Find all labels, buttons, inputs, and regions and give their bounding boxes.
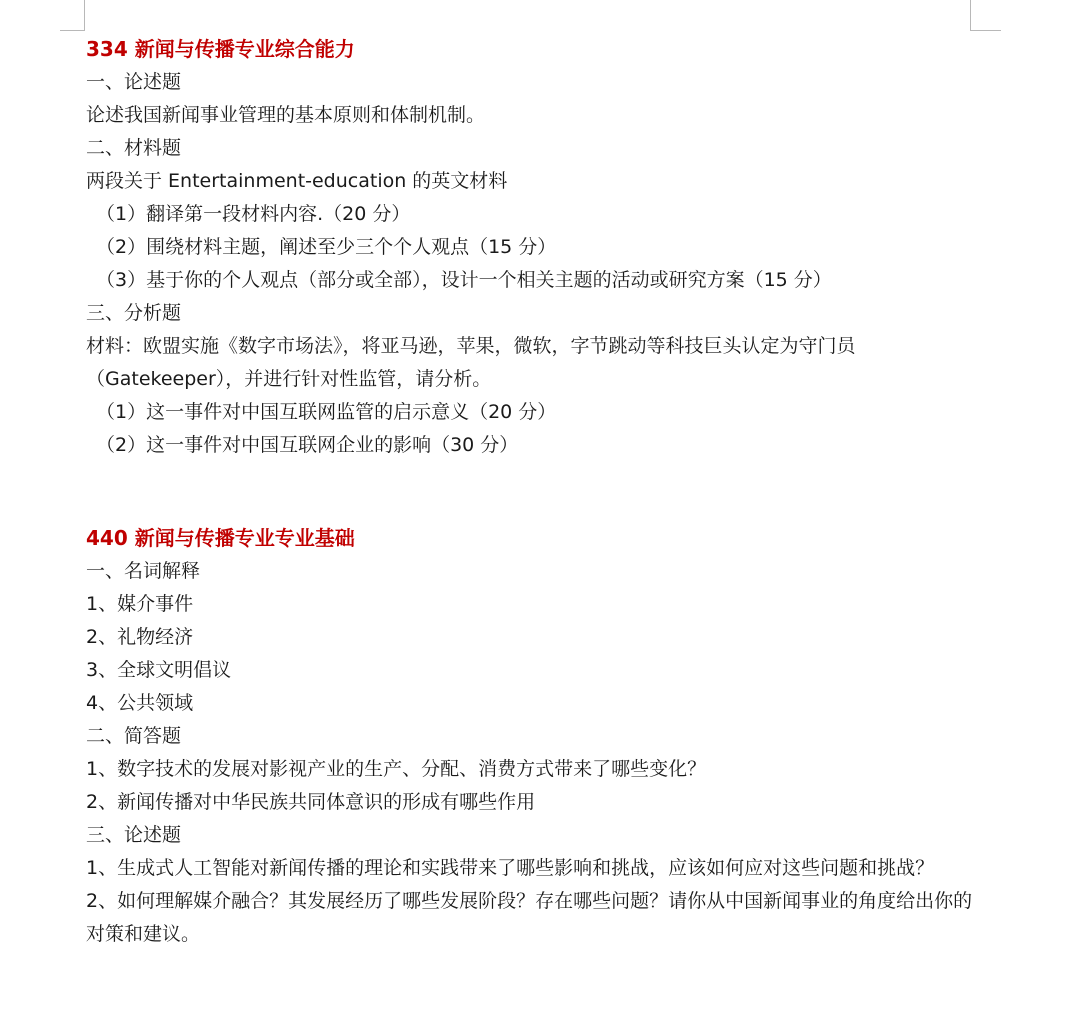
list-item: 2、新闻传播对中华民族共同体意识的形成有哪些作用 <box>86 791 536 813</box>
list-item: 1、数字技术的发展对影视产业的生产、分配、消费方式带来了哪些变化？ <box>86 758 707 780</box>
material-text: 材料：欧盟实施《数字市场法》，将亚马逊，苹果，微软，字节跳动等科技巨头认定为守门员（Gatekeeper），并进行针对性监管，请分析。 <box>86 335 856 390</box>
section-title: 334 新闻与传播专业综合能力 <box>86 37 355 61</box>
document-page <box>86 33 986 951</box>
part-heading: 三、分析题 <box>86 302 182 324</box>
list-item: 1、生成式人工智能对新闻传播的理论和实践带来了哪些影响和挑战，应该如何应对这些问题和挑战？ <box>86 857 935 879</box>
part-heading: 一、名词解释 <box>86 560 201 582</box>
part-heading: 三、论述题 <box>86 824 182 846</box>
part-heading: 二、简答题 <box>86 725 182 747</box>
list-item: 3、全球文明倡议 <box>86 659 232 681</box>
list-item: 1、媒介事件 <box>86 593 194 615</box>
section-title: 440 新闻与传播专业专业基础 <box>86 526 355 550</box>
list-item: 4、公共领域 <box>86 692 194 714</box>
list-item: （2）这一事件对中国互联网企业的影响（30 分） <box>96 434 519 456</box>
section-440 <box>86 522 986 951</box>
list-item: 2、礼物经济 <box>86 626 194 648</box>
list-item: （1）翻译第一段材料内容.（20 分） <box>96 203 411 225</box>
section-334 <box>86 33 986 462</box>
page-corner-mark-right <box>970 0 1001 31</box>
page-corner-mark-left <box>60 0 85 31</box>
part-heading: 一、论述题 <box>86 71 182 93</box>
list-item: 2、如何理解媒介融合？其发展经历了哪些发展阶段？存在哪些问题？请你从中国新闻事业的角度给出你的对策和建议。 <box>86 890 973 945</box>
list-item: （3）基于你的个人观点（部分或全部），设计一个相关主题的活动或研究方案（15 分） <box>96 269 832 291</box>
part-heading: 二、材料题 <box>86 137 182 159</box>
list-item: （1）这一事件对中国互联网监管的启示意义（20 分） <box>96 401 557 423</box>
material-intro: 两段关于 Entertainment-education 的英文材料 <box>86 170 508 192</box>
list-item: （2）围绕材料主题，阐述至少三个个人观点（15 分） <box>96 236 557 258</box>
question-text: 论述我国新闻事业管理的基本原则和体制机制。 <box>86 104 486 126</box>
